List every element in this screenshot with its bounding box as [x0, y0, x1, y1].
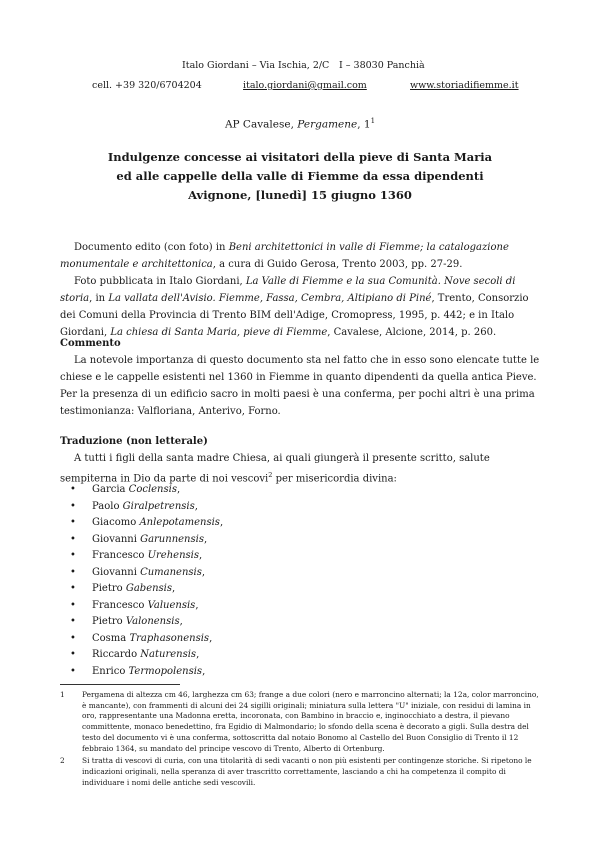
- author-website-link[interactable]: www.storiadifiemme.it: [410, 80, 519, 91]
- intro-paragraph-1: [60, 239, 540, 273]
- footnote-ref-2[interactable]: 2: [268, 471, 273, 479]
- footnote-text: Pergamena di altezza cm 46, larghezza cm 63; frange a due colori (nero e marroncino alternati; la 12a, color marroncino, è mancante), con frammenti di alcuni dei 24 sigilli originali; miniatura sulla lettera "U" iniziale, con residui di lamina in oro, rappresentante una Madonna eretta, incoronata, con Bambino in braccio e, inginocchiato a destra, il pievano committente, monaco benedettino, fra Egidio di Malmondario; lo sfondo della scena è decorato a gigli. Sulla destra del testo del documento vi è una conferma, sottoscritta dal notaio Bonomo al Castello del Buon Consiglio di Trento il 12 febbraio 1364, su mandato del principe vescovo di Trento, Alberto di Ortenburg.: [82, 690, 539, 753]
- intro-p1-text: Documento edito (con foto) in: [74, 242, 229, 253]
- bishop-name: Enrico: [92, 665, 129, 677]
- bishop-comma: ,: [203, 533, 208, 545]
- footnote-2: [60, 756, 540, 788]
- intro-p1-text-end: , a cura di Guido Gerosa, Trento 2003, pp. 27-29.: [212, 259, 463, 270]
- author-zip-city: I – 38030 Panchià: [339, 60, 425, 71]
- bullet-icon: •: [70, 533, 76, 545]
- bishop-comma: ,: [219, 517, 224, 528]
- bishop-name: Pietro: [92, 583, 126, 594]
- bullet-icon: •: [70, 484, 76, 495]
- footnote-text: Si tratta di vescovi di curia, con una titolarità di sedi vacanti o non più esistenti per contingenze storiche. Si ripetono le indicazioni originali, nella speranza di aver trascritto correttamente, lasciando a chi ha competenza il compito di individuare i nomi delle antiche sedi vescovili.: [82, 756, 532, 787]
- bullet-icon: •: [70, 649, 76, 660]
- bishop-see: Traphasonensis: [129, 632, 210, 644]
- bishop-comma: ,: [179, 616, 183, 627]
- bishop-list-item: [70, 515, 223, 532]
- footnote-ref-1[interactable]: 1: [370, 117, 376, 125]
- title-line-3: Avignone, [lunedì] 15 giugno 1360: [188, 188, 412, 202]
- bishop-comma: ,: [196, 649, 200, 660]
- archive-prefix: AP Cavalese,: [224, 118, 298, 131]
- bishop-name: Giovanni: [92, 566, 141, 578]
- traduzione-section: [60, 433, 540, 487]
- bishop-name: Pietro: [92, 616, 126, 627]
- bishop-comma: ,: [209, 632, 213, 644]
- traduzione-heading: Traduzione (non letterale): [60, 436, 208, 447]
- bishop-see: Giralpetrensis: [122, 500, 195, 512]
- bishop-comma: ,: [201, 566, 206, 578]
- footnote-number: 1: [60, 690, 65, 699]
- bishop-list: [70, 482, 223, 680]
- intro-p2-text-end: , Cavalese, Alcione, 2014, p. 260.: [327, 327, 497, 338]
- bishop-see: Valuensis: [147, 599, 196, 611]
- intro-paragraph-2: [60, 273, 540, 341]
- archive-suffix: , 1: [357, 118, 371, 131]
- bishop-comma: ,: [195, 599, 199, 611]
- author-phone: cell. +39 320/6704204: [92, 80, 202, 91]
- bishop-list-item: [70, 581, 223, 598]
- intro-p1-title: Beni architettonici in valle di Fiemme; la catalogazione monumentale e architettonica: [60, 242, 509, 270]
- author-email-link[interactable]: italo.giordani@gmail.com: [243, 80, 367, 91]
- title-line-2: ed alle cappelle della valle di Fiemme da essa dipendenti: [116, 169, 484, 183]
- traduzione-text-start: A tutti i figli della santa madre Chiesa, ai quali giungerà il presente scritto, salute sempiterna in Dio da parte di noi vescovi: [60, 453, 490, 485]
- bishop-name: Riccardo: [92, 649, 141, 660]
- bishop-list-item: [70, 565, 223, 582]
- bishop-name: Garcia: [92, 484, 129, 495]
- commento-text: La notevole importanza di questo documento sta nel fatto che in esso sono elencate tutte le chiese e le cappelle esistenti nel 1360 in Fiemme in quanto dipendenti da quella antica Pieve. Per la presenza di un edificio sacro in molti paesi è una conferma, per pochi altri è una prima testimonianza: Valfloriana, Anterivo, Forno.: [60, 355, 540, 417]
- bishop-name: Giacomo: [92, 517, 140, 528]
- bishop-name: Cosma: [92, 632, 130, 644]
- bishop-list-item: [70, 548, 223, 565]
- bullet-icon: •: [70, 616, 76, 627]
- bishop-comma: ,: [198, 550, 203, 561]
- bishop-see: Urehensis: [147, 550, 199, 561]
- bishop-list-item: [70, 647, 223, 664]
- bishop-see: Garunnensis: [140, 533, 204, 545]
- bullet-icon: •: [70, 517, 76, 528]
- traduzione-text-end: per misericordia divina:: [272, 473, 397, 485]
- bishop-see: Cumanensis: [140, 566, 202, 578]
- author-name-address: Italo Giordani – Via Ischia, 2/C: [182, 60, 330, 71]
- bishop-name: Francesco: [92, 550, 148, 561]
- bishop-see: Anlepotamensis: [139, 517, 220, 528]
- bishop-name: Francesco: [92, 599, 148, 611]
- bullet-icon: •: [70, 665, 76, 677]
- bullet-icon: •: [70, 632, 76, 644]
- footnote-1: [60, 690, 540, 754]
- intro-p2-text: Foto pubblicata in Italo Giordani,: [74, 276, 246, 287]
- bishop-list-item: [70, 532, 223, 549]
- bishop-list-item: [70, 598, 223, 615]
- bishop-see: Termopolensis: [128, 665, 203, 677]
- bullet-icon: •: [70, 500, 76, 512]
- bishop-comma: ,: [172, 583, 176, 594]
- intro-section: [60, 239, 540, 341]
- bullet-icon: •: [70, 550, 76, 561]
- bullet-icon: •: [70, 599, 76, 611]
- bishop-see: Naturensis: [140, 649, 197, 660]
- intro-p2-title-3: La chiesa di Santa Maria, pieve di Fiemme: [110, 327, 328, 338]
- bishop-list-item: [70, 499, 223, 516]
- title-line-1: Indulgenze concesse ai visitatori della pieve di Santa Maria: [107, 150, 493, 164]
- intro-p2-title-2: La vallata dell'Avisio. Fiemme, Fassa, Cembra, Altipiano di Piné: [108, 293, 432, 304]
- commento-heading: Commento: [60, 338, 121, 349]
- bishop-name: Giovanni: [92, 533, 141, 545]
- document-title: [0, 148, 600, 205]
- archive-reference: [0, 117, 600, 131]
- intro-p2-text-2: , in: [89, 293, 109, 304]
- bishop-see: Valonensis: [125, 616, 180, 627]
- commento-section: [60, 335, 540, 420]
- bishop-comma: ,: [176, 484, 181, 495]
- intro-p2-text-3: , Trento, Consorzio dei Comuni della Provincia di Trento BIM dell'Adige, Cromopress, 1995, p. 442; e in Italo Giordani,: [60, 293, 529, 338]
- bishop-list-item: [70, 631, 223, 648]
- bishop-list-item: [70, 664, 223, 681]
- footnotes: [60, 690, 540, 790]
- bishop-see: Coclensis: [128, 484, 177, 495]
- intro-p2-title-1: La Valle di Fiemme e la sua Comunità. Nove secoli di storia: [60, 276, 516, 304]
- bishop-see: Gabensis: [125, 583, 173, 594]
- bishop-comma: ,: [194, 500, 198, 512]
- bishop-name: Paolo: [92, 500, 123, 512]
- bishop-list-item: [70, 482, 223, 499]
- archive-collection: Pergamene: [297, 118, 358, 131]
- bullet-icon: •: [70, 566, 76, 578]
- bishop-comma: ,: [202, 665, 206, 677]
- bullet-icon: •: [70, 583, 76, 594]
- bishop-list-item: [70, 614, 223, 631]
- footnote-number: 2: [60, 756, 65, 766]
- footnote-separator: [60, 684, 180, 685]
